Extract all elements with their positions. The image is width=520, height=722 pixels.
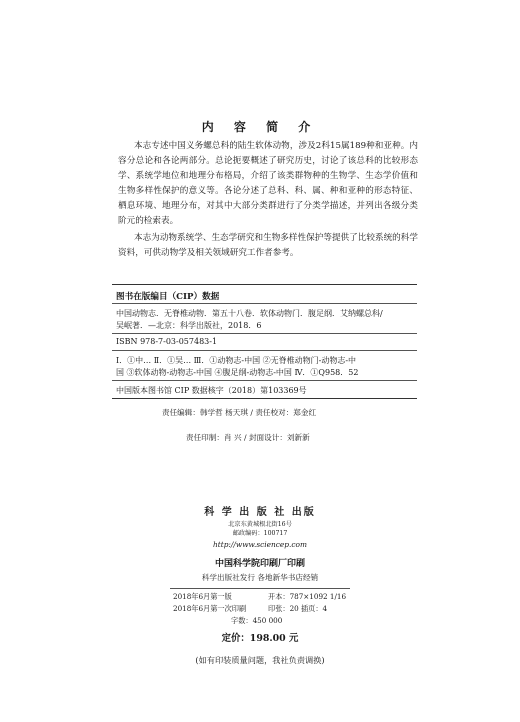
publisher-postcode: 邮政编码：100717 xyxy=(232,530,288,537)
cip-line-1: 中国动物志．无脊椎动物．第五十八卷．软体动物门．腹足纲．艾纳螺总科/ xyxy=(116,309,383,318)
intro-title: 内 容 简 介 xyxy=(201,120,319,134)
spec-edition: 2018年6月第一版 xyxy=(173,592,232,601)
staff-production: 责任印制：肖 兴 / 封面设计：刘新新 xyxy=(186,433,310,442)
cip-title: 图书在版编目（CIP）数据 xyxy=(116,292,220,302)
publisher-address: 北京东黄城根北街16号 xyxy=(228,521,292,528)
printer-name: 中国科学院印刷厂印刷 xyxy=(214,559,305,569)
cip-rule-2 xyxy=(112,333,417,334)
specs-rule xyxy=(170,588,350,589)
publisher-name: 科 学 出 版 社 出版 xyxy=(204,507,316,518)
quality-notice: (如有印装质量问题，我社负责调换) xyxy=(195,655,325,665)
cip-line-2: 吴岷著．—北京：科学出版社，2018．6 xyxy=(116,321,262,330)
price: 定价：198.00 元 xyxy=(221,633,299,644)
cip-data-number: 中国版本图书馆 CIP 数据核字（2018）第103369号 xyxy=(116,386,307,395)
spec-sheets: 印张：20 插页：4 xyxy=(268,604,328,613)
staff-editors: 责任编辑：韩学哲 杨天琪 / 责任校对：郑金红 xyxy=(162,408,317,417)
spec-format: 开本：787×1092 1/16 xyxy=(268,592,347,601)
spec-printing: 2018年6月第一次印刷 xyxy=(173,604,247,613)
cip-rule-3 xyxy=(112,350,417,351)
cip-line-4: Ⅰ．①中… Ⅱ．①吴… Ⅲ．①动物志-中国 ②无脊椎动物门-动物志-中 xyxy=(116,356,357,365)
intro-paragraph-2: 本志为动物系统学、生态学研究和生物多样性保护等提供了比较系统的科学资料，可供动物学及相关领域研究工作者参考。 xyxy=(118,233,418,258)
distribution-info: 科学出版社发行 各地新华书店经销 xyxy=(201,573,319,582)
cip-bottom-rule xyxy=(112,398,417,399)
cip-rule-4 xyxy=(112,380,417,381)
publisher-website: http://www.sciencep.com xyxy=(213,540,307,549)
cip-title-rule xyxy=(112,303,417,304)
cip-line-5: 国 ③软体动物-动物志-中国 ④腹足纲-动物志-中国 Ⅳ．①Q958．52 xyxy=(116,368,359,377)
cip-top-rule xyxy=(112,284,417,285)
spec-words: 字数：450 000 xyxy=(231,616,283,625)
cip-isbn: ISBN 978-7-03-057483-1 xyxy=(116,337,218,346)
intro-paragraph-1: 本志专述中国义务螺总科的陆生软体动物，涉及2科15属189种和亚种。内容分总论和各论两部分。总论扼要概述了研究历史，讨论了该总科的比较形态学、系统学地位和地理分布格局，介绍了该类群物种的生物学、生态学价值和生物多样性保护的意义等。各论分述了总科、科、属、种和亚种的形态特征、栖息环境、地理分布，对其中大部分类群进行了分类学描述，并列出各级分类阶元的检索表。 xyxy=(118,141,418,226)
